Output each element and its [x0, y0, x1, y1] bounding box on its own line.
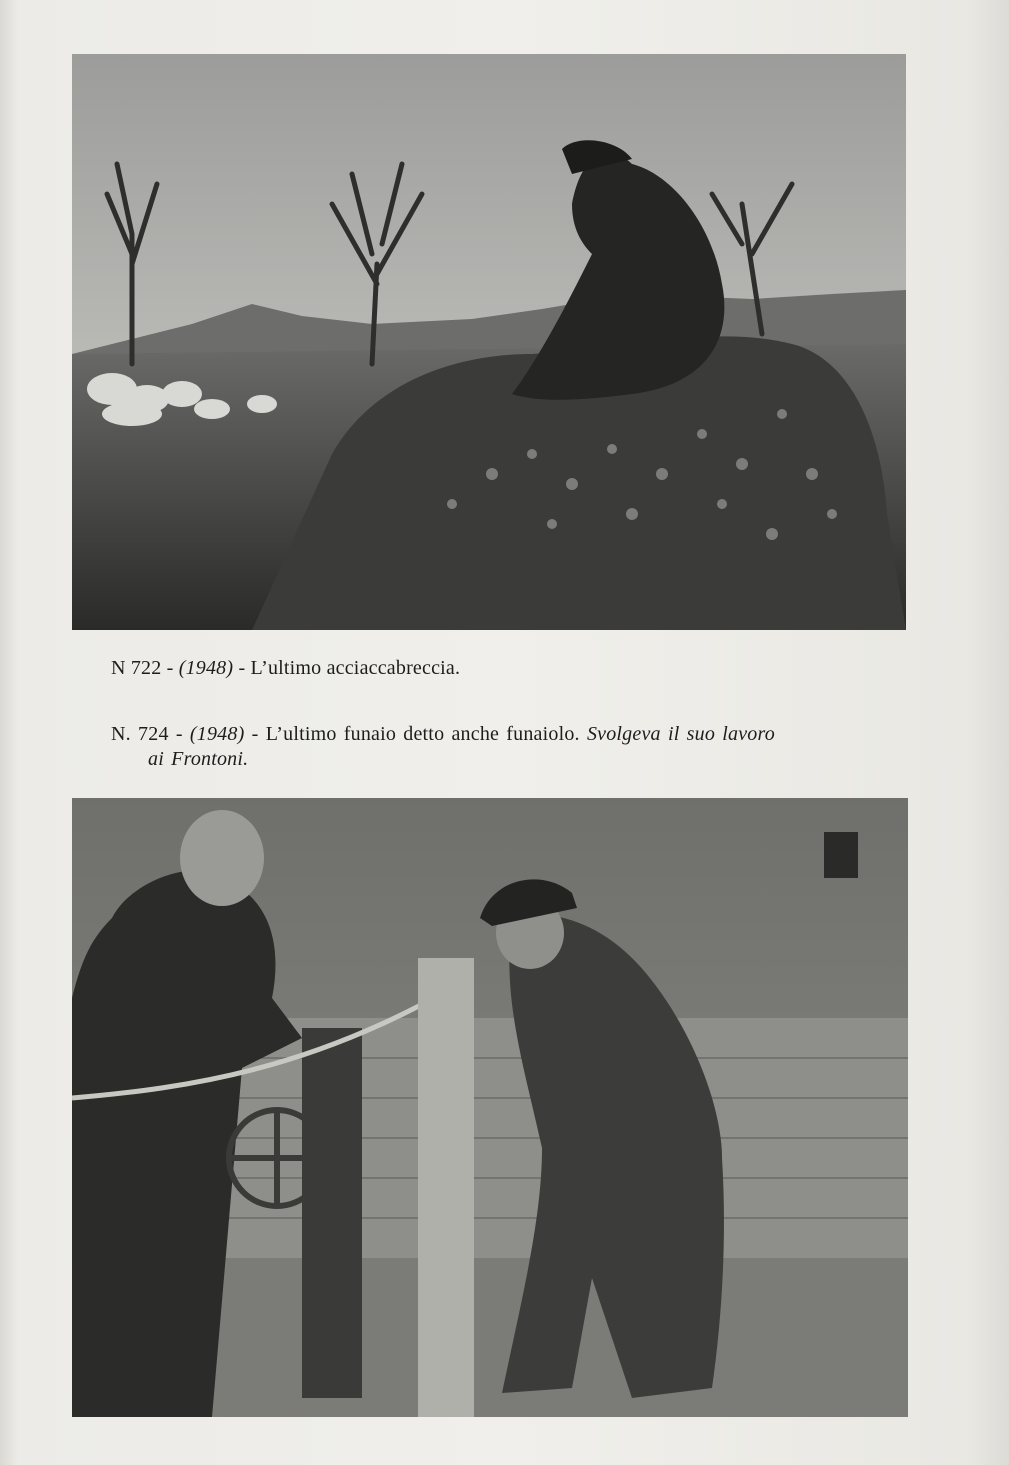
stone-breaker-photo	[72, 54, 906, 630]
caption-724-italic-b: ai Frontoni.	[148, 748, 249, 770]
caption-724-year: (1948)	[189, 723, 245, 745]
caption-722	[111, 656, 911, 681]
caption-722-year: (1948)	[178, 657, 234, 679]
caption-722-number: N 722 -	[111, 657, 174, 679]
caption-724-italic-a: Svolgeva il suo lavoro	[586, 723, 775, 745]
rope-makers-photo	[72, 798, 908, 1417]
caption-722-text: - L’ultimo acciaccabreccia.	[238, 657, 461, 679]
caption-724-text: - L’ultimo funaio detto anche funaiolo.	[251, 723, 580, 745]
caption-724	[111, 722, 871, 772]
caption-724-number: N. 724 -	[111, 723, 183, 745]
